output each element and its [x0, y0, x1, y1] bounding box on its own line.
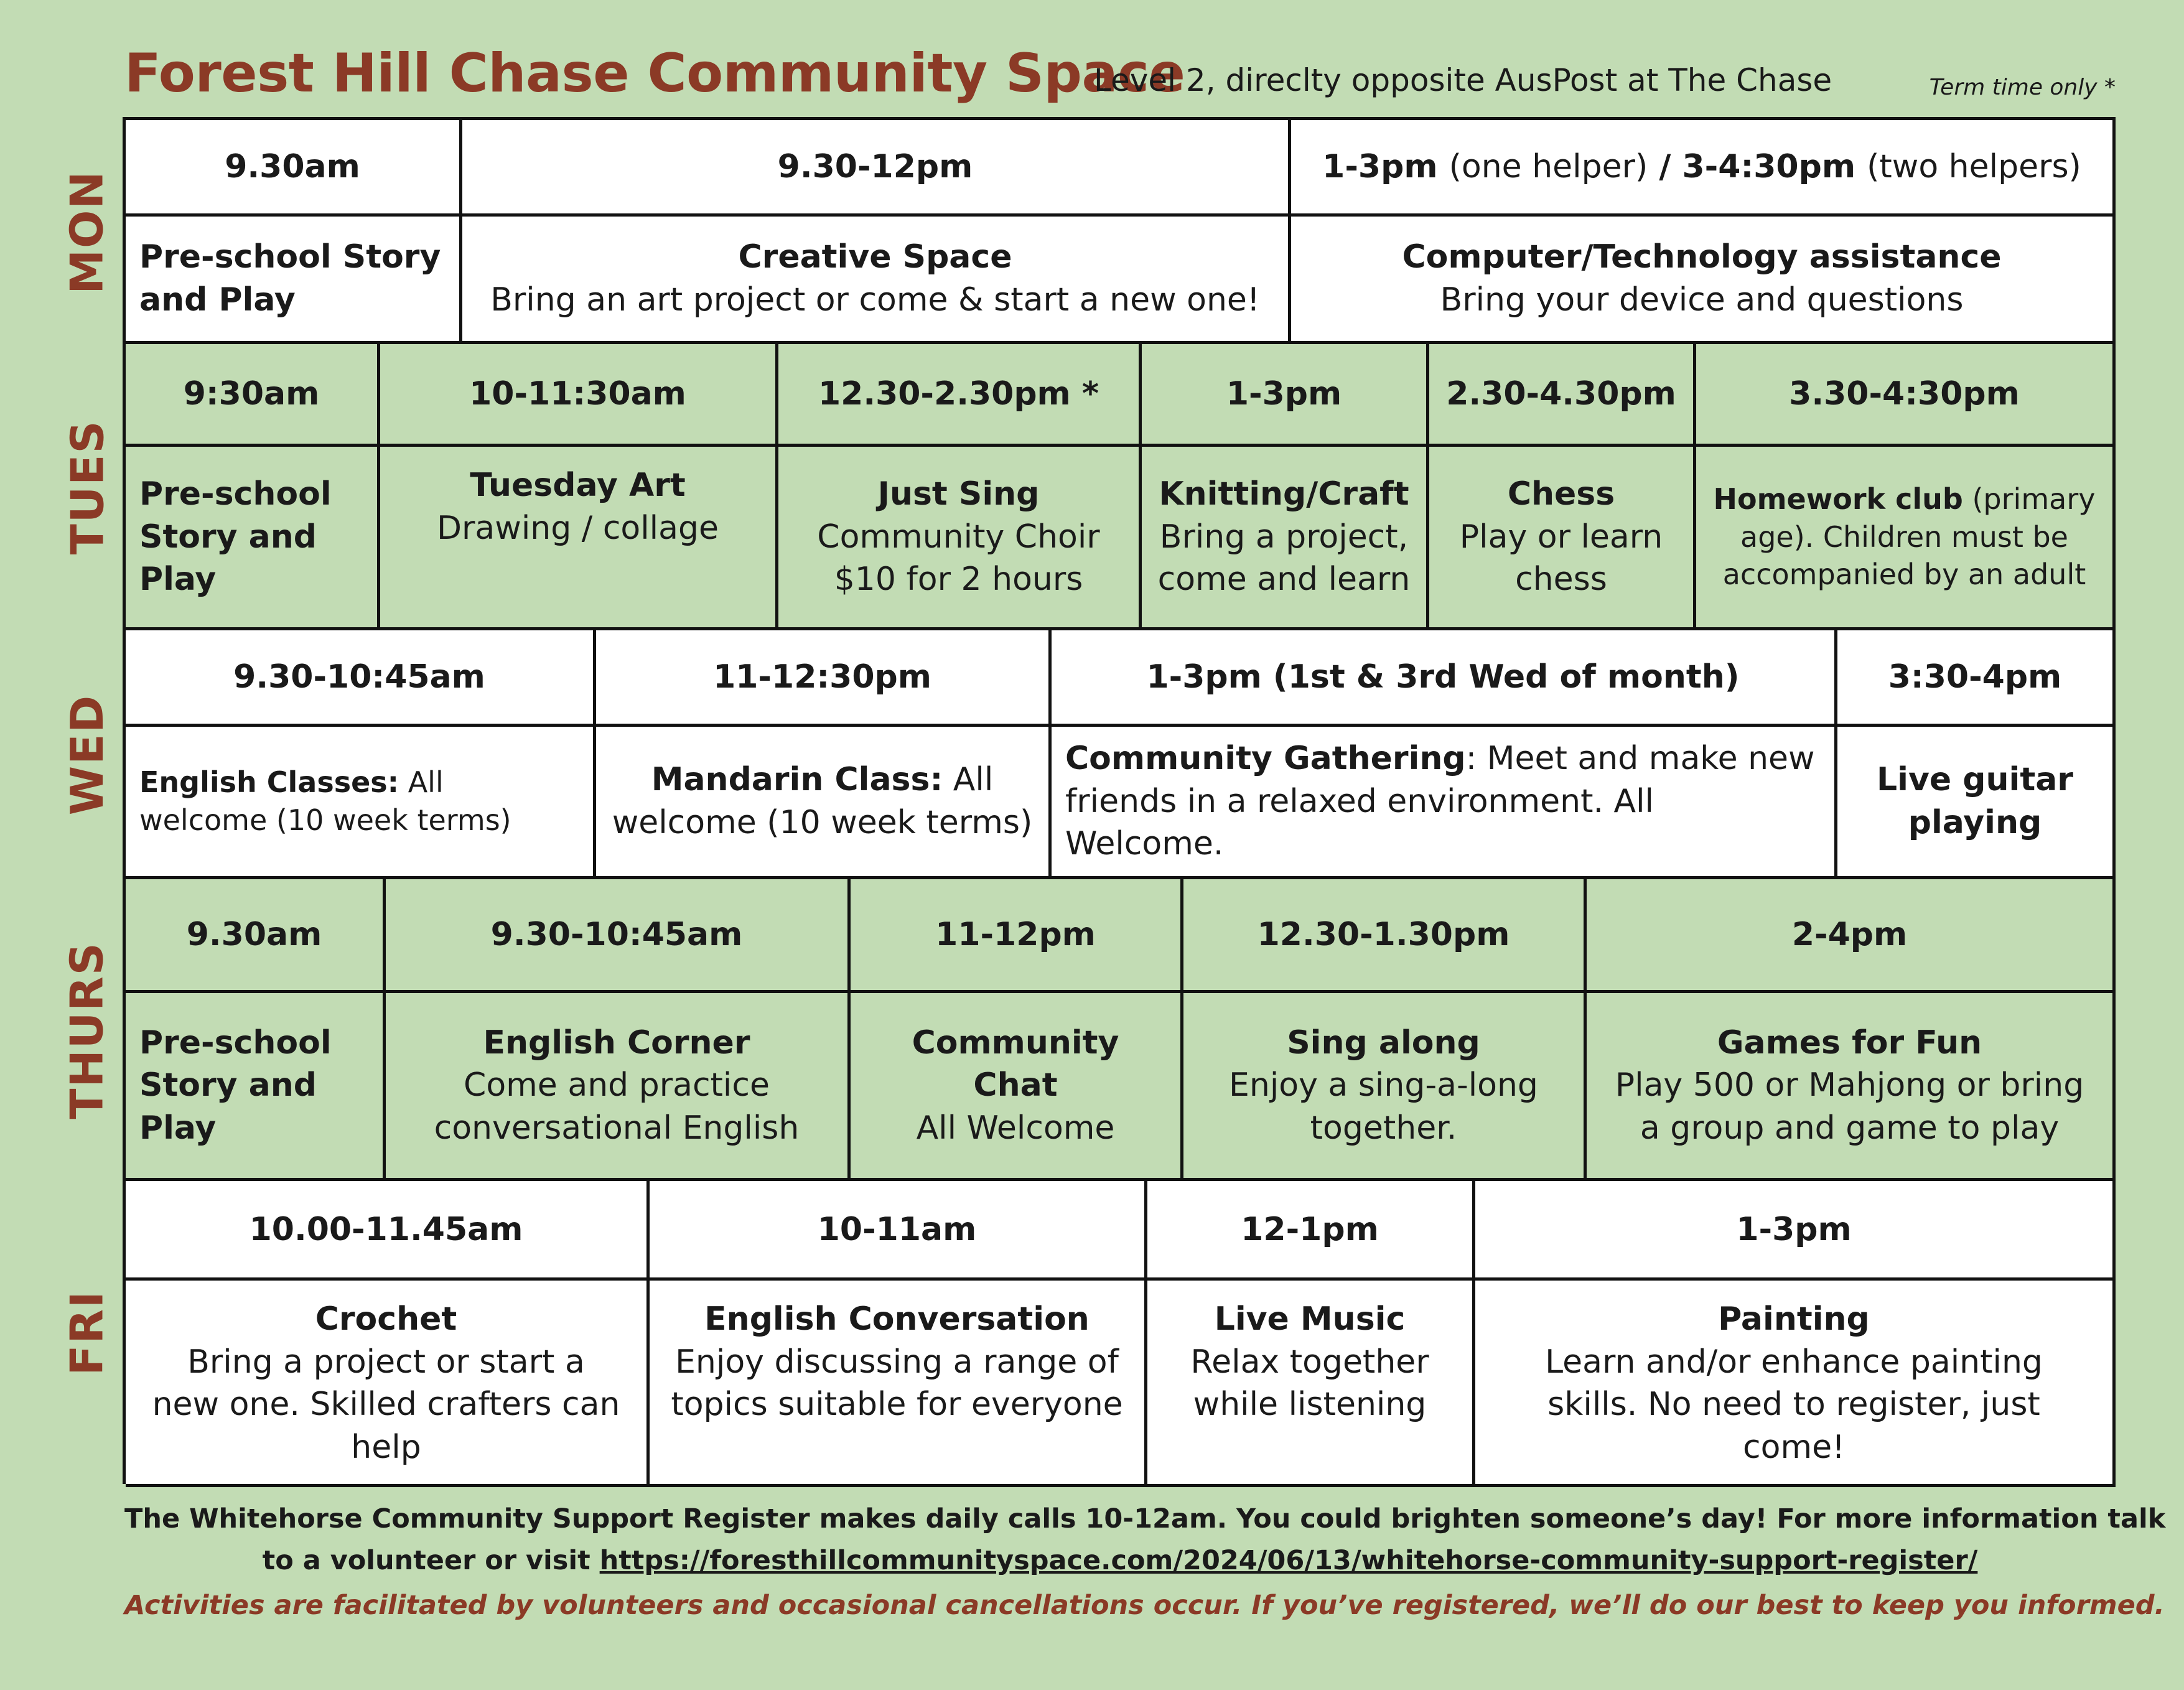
activity-cell: Chess Play or learn chess: [1429, 447, 1696, 630]
day-label-thurs: THURS: [61, 941, 114, 1119]
time-cell: 9.30-12pm: [462, 120, 1291, 217]
activity-cell: Live Music Relax together while listening: [1147, 1281, 1475, 1487]
day-row-mon: [126, 120, 2116, 344]
time-cell: 10-11:30am: [380, 344, 778, 447]
activity-cell: English Corner Come and practice conversational English: [386, 993, 851, 1181]
time-cell: 9.30am: [126, 120, 462, 217]
time-cell: 11-12pm: [851, 879, 1183, 993]
location-subtitle: Level 2, direclty opposite AusPost at The Chase: [1094, 62, 1832, 98]
day-label-mon: MON: [61, 170, 113, 294]
activity-cell: Knitting/Craft Bring a project, come and learn: [1142, 447, 1429, 630]
time-cell: 3.30-4:30pm: [1696, 344, 2116, 447]
activity-cell: Computer/Technology assistance Bring your device and questions: [1291, 217, 2116, 344]
time-cell: 2-4pm: [1587, 879, 2116, 993]
day-label-wed: WED: [61, 694, 113, 816]
schedule-table: [123, 117, 2116, 1484]
activity-cell: Crochet Bring a project or start a new one. Skilled crafters can help: [126, 1281, 650, 1487]
activity-cell: Pre-school Story and Play: [126, 447, 380, 630]
time-cell: 2.30-4.30pm: [1429, 344, 1696, 447]
activity-cell: Live guitar playing: [1837, 727, 2116, 879]
day-label-tues: TUES: [61, 419, 113, 555]
day-row-wed: [126, 630, 2116, 879]
activity-cell: Community Chat All Welcome: [851, 993, 1183, 1181]
activity-cell: Pre-school Story and Play: [126, 993, 386, 1181]
register-link-line: to a volunteer or visit https://foresthillcommunityspace.com/2024/06/13/whitehorse-community-support-register/: [262, 1544, 1978, 1576]
register-link[interactable]: https://foresthillcommunityspace.com/2024/06/13/whitehorse-community-support-register/: [599, 1544, 1978, 1576]
time-cell: 9:30am: [126, 344, 380, 447]
time-cell: 1-3pm: [1142, 344, 1429, 447]
time-cell: 1-3pm: [1475, 1181, 2116, 1281]
page-title: Forest Hill Chase Community Space: [124, 42, 1185, 105]
cancellation-notice: Activities are facilitated by volunteers and occasional cancellations occur. If you’ve registered, we’ll do our best to keep you informed.: [124, 1590, 2165, 1622]
time-cell: 12.30-1.30pm: [1183, 879, 1587, 993]
day-row-tues: [126, 344, 2116, 630]
footer: [124, 1498, 2166, 1627]
time-cell: 1-3pm (1st & 3rd Wed of month): [1052, 630, 1837, 727]
activity-cell: Creative Space Bring an art project or come & start a new one!: [462, 217, 1291, 344]
activity-cell: Sing along Enjoy a sing-a-long together.: [1183, 993, 1587, 1181]
day-label-fri: FRI: [60, 1289, 113, 1376]
page-header: [124, 39, 2116, 113]
time-cell: 9.30am: [126, 879, 386, 993]
time-cell: 10.00-11.45am: [126, 1181, 650, 1281]
activity-cell: English Classes: All welcome (10 week terms): [126, 727, 596, 879]
time-cell: 3:30-4pm: [1837, 630, 2116, 727]
activity-cell: Painting Learn and/or enhance painting skills. No need to register, just come!: [1475, 1281, 2116, 1487]
day-row-fri: [126, 1181, 2116, 1487]
time-cell: 9.30-10:45am: [386, 879, 851, 993]
activity-cell: Games for Fun Play 500 or Mahjong or bring a group and game to play: [1587, 993, 2116, 1181]
time-cell: 11-12:30pm: [596, 630, 1052, 727]
register-info: The Whitehorse Community Support Register makes daily calls 10-12am. You could brighten someone’s day! For more information talk: [124, 1503, 2166, 1534]
activity-cell: Tuesday Art Drawing / collage: [380, 447, 778, 630]
activity-cell: English Conversation Enjoy discussing a range of topics suitable for everyone: [650, 1281, 1147, 1487]
term-note: Term time only *: [1929, 75, 2116, 100]
activity-cell: Community Gathering: Meet and make new friends in a relaxed environment. All Welcome.: [1052, 727, 1837, 879]
time-cell: 12.30-2.30pm *: [778, 344, 1142, 447]
time-cell: 1-3pm (one helper) / 3-4:30pm (two helpers): [1291, 120, 2116, 217]
activity-cell: Mandarin Class: All welcome (10 week terms): [596, 727, 1052, 879]
activity-cell: Just Sing Community Choir $10 for 2 hours: [778, 447, 1142, 630]
day-row-thurs: [126, 879, 2116, 1181]
activity-cell: Pre-school Story and Play: [126, 217, 462, 344]
time-cell: 10-11am: [650, 1181, 1147, 1281]
time-cell: 9.30-10:45am: [126, 630, 596, 727]
activity-cell: Homework club (primary age). Children must be accompanied by an adult: [1696, 447, 2116, 630]
time-cell: 12-1pm: [1147, 1181, 1475, 1281]
